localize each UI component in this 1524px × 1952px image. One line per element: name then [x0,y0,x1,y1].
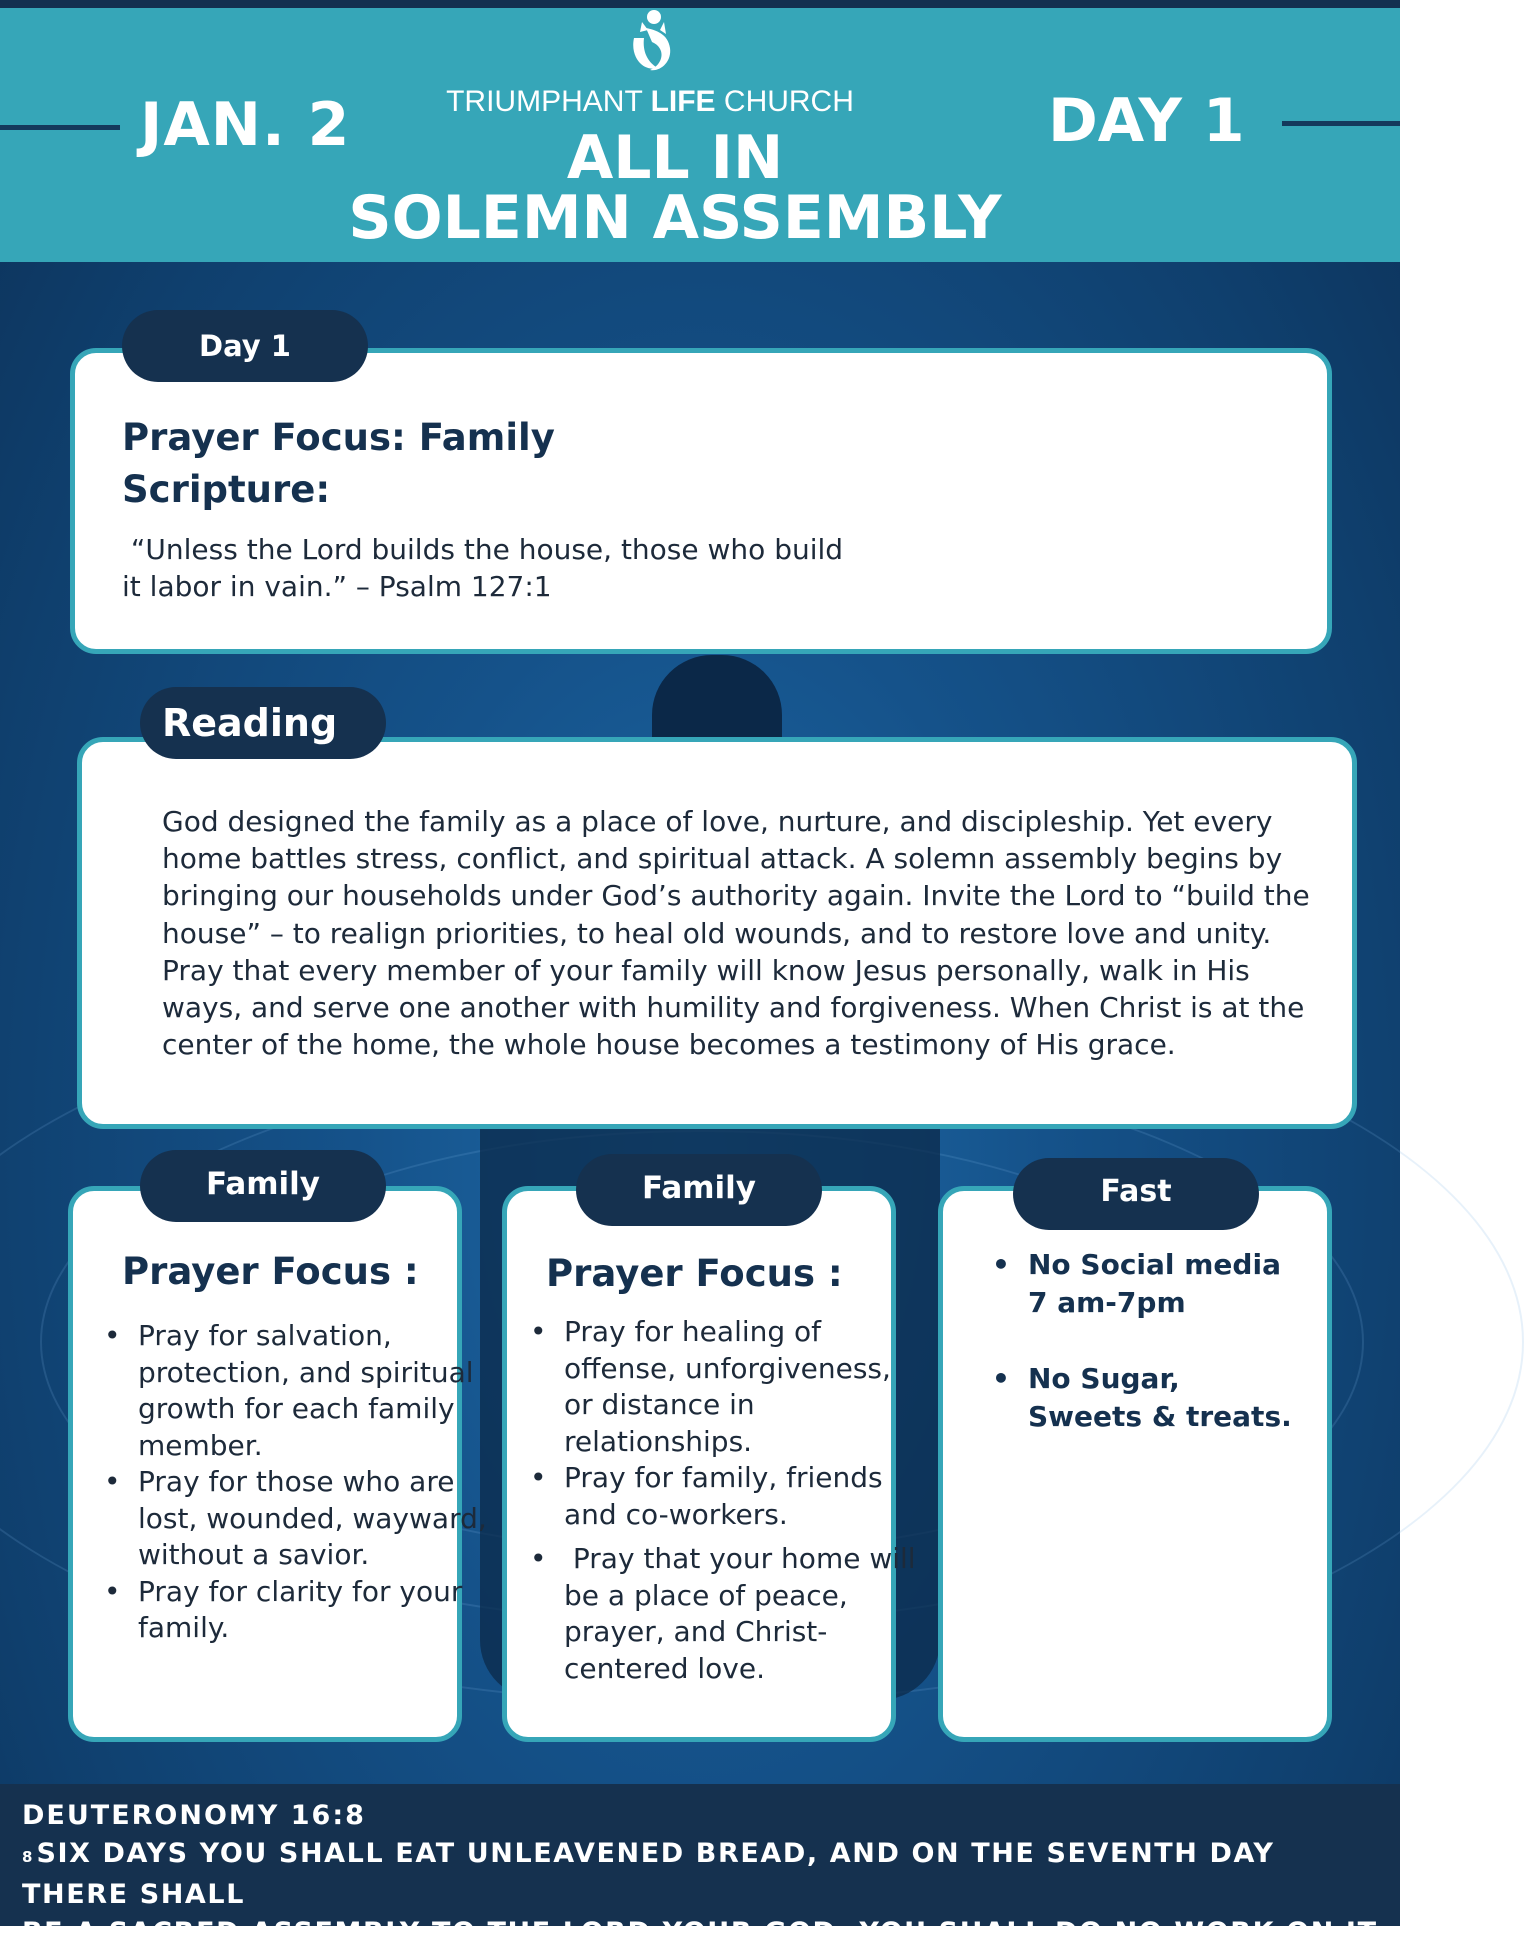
reading-line: God designed the family as a place of love, nurture, and discipleship. Yet every [162,805,1273,838]
prayer-focus-heading-2: Prayer Focus : [546,1252,843,1295]
family-pill-1: Family [140,1150,386,1222]
list-item: • Pray for those who are lost, wounded, wayward, without a savior. [138,1464,498,1574]
scripture-reference: DEUTERONOMY 16:8 [22,1800,366,1831]
verse-line-2: BE A SACRED ASSEMBLY TO THE LORD YOUR GOD. YOU SHALL DO NO WORK ON IT. [22,1917,1386,1948]
scripture-quote-line-2: it labor in vain.” – Psalm 127:1 [122,570,552,603]
reading-line: ways, and serve one another with humility and forgiveness. When Christ is at the [162,991,1305,1024]
list-item: • Pray for clarity for your family. [138,1574,498,1647]
family-prayer-list-1 [104,1318,498,1647]
date-label: JAN. 2 [140,90,351,160]
list-item [1028,1360,1368,1436]
scripture-heading: Scripture: [122,468,331,511]
fast-item-1-line-1: No Social media [1028,1248,1281,1281]
fast-item-2-line-1: No Sugar, [1028,1362,1180,1395]
family-pill-2: Family [576,1154,822,1226]
list-item: • Pray for salvation, protection, and spiritual growth for each family member. [138,1318,498,1464]
list-item: • Pray that your home will be a place of peace, prayer, and Christ-centered love. [564,1541,924,1687]
day-pill: Day 1 [122,310,368,382]
reading-pill: Reading [140,687,386,759]
verse-number: 8 [22,1848,33,1866]
scripture-quote-line-1: “Unless the Lord builds the house, those who build [122,533,844,566]
fast-item-1-line-2: 7 am-7pm [1028,1286,1186,1319]
church-logo-icon [620,8,680,78]
church-name-bold: LIFE [650,85,716,118]
reading-line: bringing our households under God’s authority again. Invite the Lord to “build the [162,879,1310,912]
fast-pill: Fast [1013,1158,1259,1230]
verse-line-1: SIX DAYS YOU SHALL EAT UNLEAVENED BREAD, AND ON THE SEVENTH DAY THERE SHALL [22,1838,1275,1910]
prayer-focus-heading: Prayer Focus: Family [122,416,555,459]
reading-line: home battles stress, conflict, and spiritual attack. A solemn assembly begins by [162,842,1283,875]
header-line-left [0,125,120,130]
list-item: • Pray for healing of offense, unforgiveness, or distance in relationships. [564,1314,924,1460]
reading-line: center of the home, the whole house becomes a testimony of His grace. [162,1028,1176,1061]
family-prayer-list-2 [530,1314,924,1687]
prayer-focus-heading-1: Prayer Focus : [122,1250,419,1293]
fast-list [992,1246,1368,1436]
church-name-suffix: CHURCH [715,85,854,118]
title-line-2: SOLEMN ASSEMBLY [348,183,1002,253]
list-item [1028,1246,1368,1322]
fast-item-2-line-2: Sweets & treats. [1028,1400,1292,1433]
top-band [0,0,1400,8]
list-item: • Pray for family, friends and co-workers. [564,1460,924,1533]
church-name [400,85,900,119]
day-label: DAY 1 [1048,86,1245,156]
header-line-right [1282,121,1400,126]
church-name-prefix: TRIUMPHANT [446,85,651,118]
scripture-verse [22,1835,1392,1952]
reading-line: house” – to realign priorities, to heal old wounds, and to restore love and unity. [162,917,1272,950]
title-line-1: ALL IN [566,123,784,193]
reading-line: Pray that every member of your family will know Jesus personally, walk in His [162,954,1250,987]
